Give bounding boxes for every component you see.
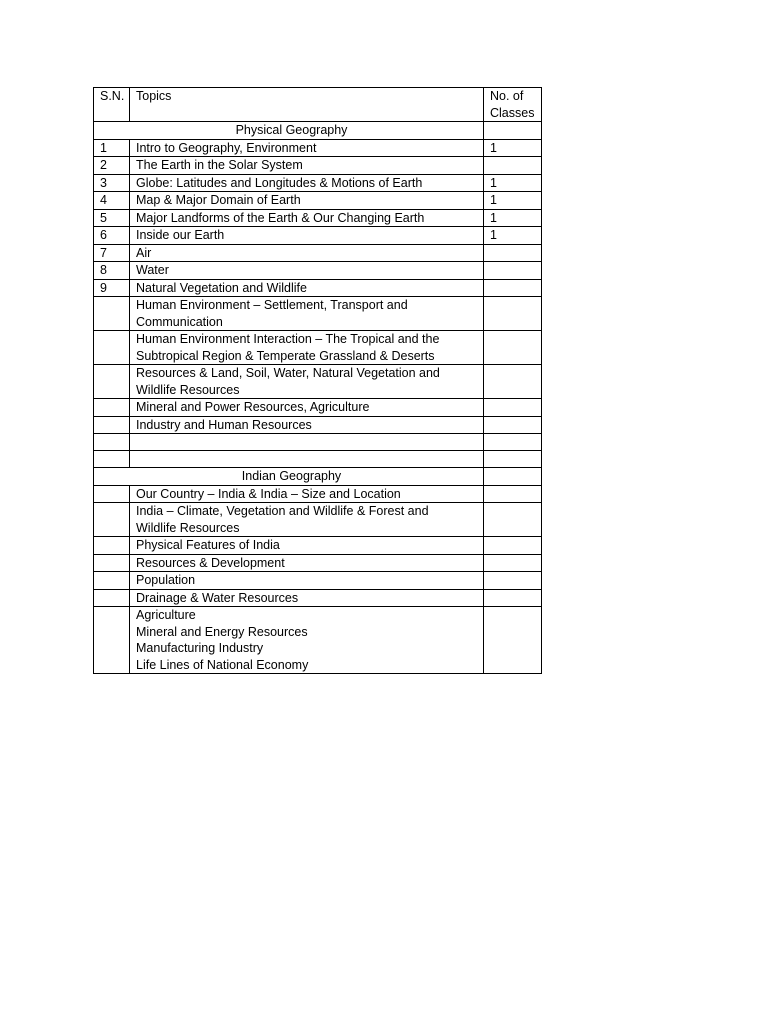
row-classes (484, 262, 542, 280)
row-classes (484, 399, 542, 417)
row-topic: Air (130, 244, 484, 262)
row-topic: Mineral and Power Resources, Agriculture (130, 399, 484, 417)
row-classes (484, 485, 542, 503)
table-header-row (94, 88, 542, 122)
header-classes: No. of Classes (484, 88, 542, 122)
row-topic: Globe: Latitudes and Longitudes & Motions of Earth (130, 174, 484, 192)
section-title-indian: Indian Geography (94, 468, 484, 486)
row-sn (94, 485, 130, 503)
table-row (94, 537, 542, 555)
section-classes-cell (484, 122, 542, 140)
table-row (94, 503, 542, 537)
syllabus-table (93, 87, 542, 674)
row-sn (94, 297, 130, 331)
table-row (94, 485, 542, 503)
row-classes (484, 503, 542, 537)
row-topic: Inside our Earth (130, 227, 484, 245)
section-classes-cell (484, 468, 542, 486)
row-classes: 1 (484, 192, 542, 210)
row-classes (484, 537, 542, 555)
table-row (94, 297, 542, 331)
row-classes: 1 (484, 139, 542, 157)
table-row-empty (94, 451, 542, 468)
row-sn: 5 (94, 209, 130, 227)
row-topic: Intro to Geography, Environment (130, 139, 484, 157)
row-sn (94, 399, 130, 417)
row-topic: Natural Vegetation and Wildlife (130, 279, 484, 297)
row-classes: 1 (484, 174, 542, 192)
row-topic: Map & Major Domain of Earth (130, 192, 484, 210)
row-topic: Agriculture Mineral and Energy Resources Manufacturing Industry Life Lines of National Economy (130, 607, 484, 674)
header-sn: S.N. (94, 88, 130, 122)
table-row (94, 174, 542, 192)
section-row-physical (94, 122, 542, 140)
row-sn: 7 (94, 244, 130, 262)
table-row (94, 589, 542, 607)
row-topic: Human Environment – Settlement, Transport and Communication (130, 297, 484, 331)
table-row (94, 209, 542, 227)
table-row (94, 416, 542, 434)
row-sn: 1 (94, 139, 130, 157)
table-row (94, 365, 542, 399)
row-sn (94, 607, 130, 674)
row-sn (94, 331, 130, 365)
table-row (94, 157, 542, 175)
table-row (94, 139, 542, 157)
row-sn (94, 572, 130, 590)
table-row (94, 554, 542, 572)
section-row-indian (94, 468, 542, 486)
row-sn (94, 537, 130, 555)
row-classes (484, 589, 542, 607)
row-classes: 1 (484, 209, 542, 227)
table-row-empty (94, 434, 542, 451)
table-row (94, 572, 542, 590)
row-classes (484, 451, 542, 468)
row-classes (484, 331, 542, 365)
row-sn (94, 434, 130, 451)
table-row (94, 399, 542, 417)
row-classes (484, 157, 542, 175)
row-classes (484, 572, 542, 590)
table-row (94, 331, 542, 365)
row-sn: 9 (94, 279, 130, 297)
table-row (94, 607, 542, 674)
table-row (94, 279, 542, 297)
row-classes (484, 607, 542, 674)
table-row (94, 244, 542, 262)
row-topic: Water (130, 262, 484, 280)
table-row (94, 227, 542, 245)
row-sn: 3 (94, 174, 130, 192)
row-sn (94, 416, 130, 434)
row-sn (94, 589, 130, 607)
row-topic: India – Climate, Vegetation and Wildlife & Forest and Wildlife Resources (130, 503, 484, 537)
row-topic: Major Landforms of the Earth & Our Changing Earth (130, 209, 484, 227)
row-topic: Industry and Human Resources (130, 416, 484, 434)
row-classes (484, 434, 542, 451)
row-sn (94, 554, 130, 572)
header-topics: Topics (130, 88, 484, 122)
row-sn (94, 451, 130, 468)
row-sn: 6 (94, 227, 130, 245)
row-topic: Our Country – India & India – Size and Location (130, 485, 484, 503)
row-topic: Human Environment Interaction – The Tropical and the Subtropical Region & Temperate Grassland & Deserts (130, 331, 484, 365)
row-classes (484, 365, 542, 399)
table-row (94, 262, 542, 280)
row-topic (130, 434, 484, 451)
row-classes: 1 (484, 227, 542, 245)
row-sn: 2 (94, 157, 130, 175)
row-topic: Drainage & Water Resources (130, 589, 484, 607)
row-topic: Resources & Land, Soil, Water, Natural Vegetation and Wildlife Resources (130, 365, 484, 399)
row-classes (484, 416, 542, 434)
row-classes (484, 244, 542, 262)
row-topic: Population (130, 572, 484, 590)
row-classes (484, 297, 542, 331)
row-classes (484, 279, 542, 297)
row-sn: 4 (94, 192, 130, 210)
row-topic (130, 451, 484, 468)
row-sn: 8 (94, 262, 130, 280)
section-title-physical: Physical Geography (94, 122, 484, 140)
row-sn (94, 503, 130, 537)
table-row (94, 192, 542, 210)
row-topic: The Earth in the Solar System (130, 157, 484, 175)
row-topic: Resources & Development (130, 554, 484, 572)
row-classes (484, 554, 542, 572)
row-topic: Physical Features of India (130, 537, 484, 555)
row-sn (94, 365, 130, 399)
